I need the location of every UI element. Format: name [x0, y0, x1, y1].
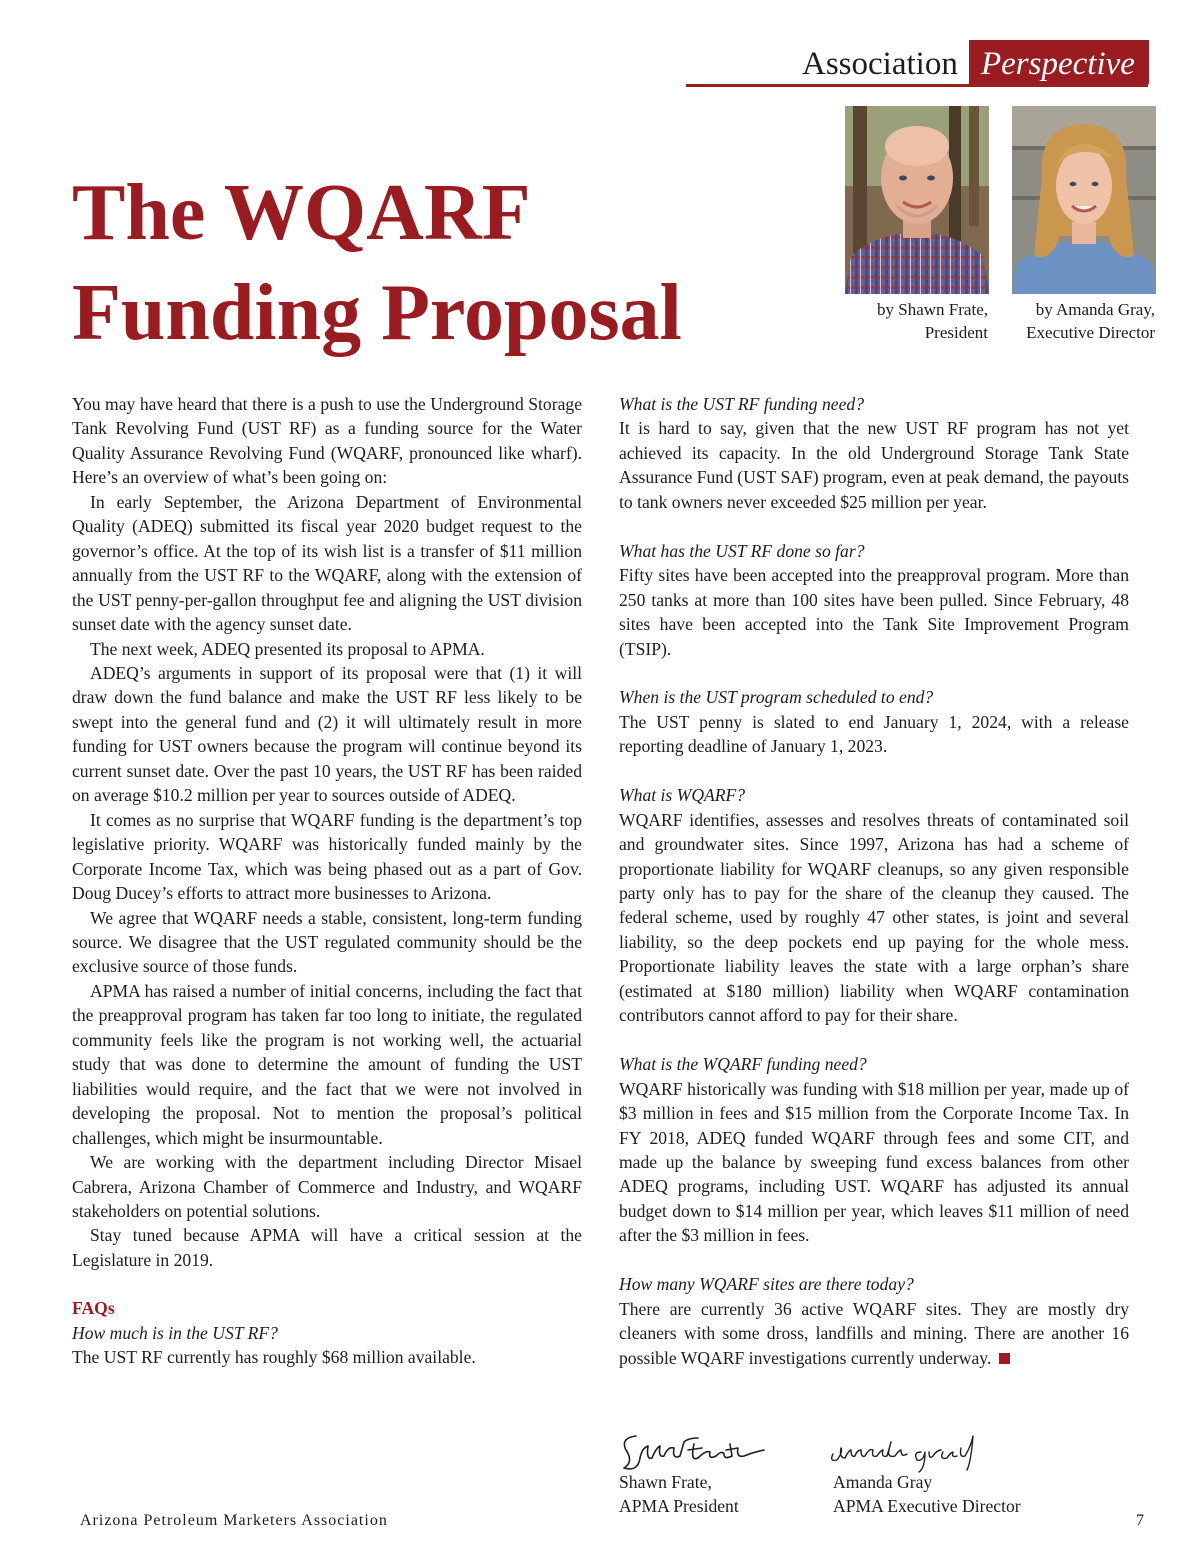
byline-role: Executive Director: [1026, 323, 1155, 342]
faq-question: What is the UST RF funding need?: [619, 394, 864, 414]
faq-question: When is the UST program scheduled to end?: [619, 687, 934, 708]
title-line-2: Funding Proposal: [72, 269, 682, 357]
body-paragraph: We agree that WQARF needs a stable, consistent, long-term funding source. We disagree that the UST regulated community should be the exclusive source of those funds.: [72, 907, 582, 977]
header-rule: [686, 84, 1148, 87]
faq-question: How much is in the UST RF?: [72, 1322, 278, 1343]
faq-answer: The UST RF currently has roughly $68 million available.: [72, 1347, 476, 1368]
shawn-frate-portrait: [845, 106, 989, 294]
body-paragraph: Stay tuned because APMA will have a critical session at the Legislature in 2019.: [72, 1225, 582, 1270]
signature-block-shawn-frate: [619, 1470, 739, 1518]
byline-shawn-frate: [877, 298, 988, 344]
signature-block-amanda-gray: [833, 1470, 1021, 1518]
page-number: 7: [1136, 1512, 1144, 1529]
signer-name: Amanda Gray: [833, 1472, 933, 1492]
article-title: [72, 163, 682, 363]
body-paragraph: We are working with the department including Director Misael Cabrera, Arizona Chamber of Commerce and Industry, and WQARF stakeholders on potential solutions.: [72, 1152, 582, 1221]
faq-question: What is WQARF?: [619, 785, 746, 806]
intro-paragraph: You may have heard that there is a push to use the Underground Storage Tank Revolving Fund (UST RF) as a funding source for the Water Quality Assurance Revolving Fund (WQARF, pronounced like wharf). Here’s an overview of what’s been going on:: [72, 394, 582, 488]
article-column-left: [72, 392, 582, 1370]
end-of-article-square-icon: [999, 1353, 1010, 1364]
faq-answer: WQARF historically was funding with $18 million per year, made up of $3 million in fees and $15 million from the Corporate Income Tax. In FY 2018, ADEQ funded WQARF through fees and some CIT, and made up the balance by sweeping fund excess balances from other ADEQ programs, including UST. WQARF has adjusted its annual budget down to $14 million per year, which leaves $11 million of need after the $3 million in fees.: [619, 1078, 1129, 1246]
byline-role: President: [924, 323, 988, 342]
signer-name: Shawn Frate,: [619, 1472, 712, 1492]
faqs-heading: FAQs: [72, 1298, 115, 1319]
body-paragraph: It comes as no surprise that WQARF funding is the department’s top legislative priority. WQARF was historically funded mainly by the Corporate Income Tax, which was being phased out as a part of Gov. Doug Ducey’s efforts to attract more businesses to Arizona.: [72, 809, 582, 904]
faq-spacer: [619, 759, 1129, 783]
faq-spacer: [619, 1248, 1129, 1272]
footer-organization: Arizona Petroleum Marketers Association: [80, 1512, 388, 1529]
title-line-1: The WQARF: [72, 169, 531, 257]
faq-answer: Fifty sites have been accepted into the preapproval program. More than 250 tanks at more than 100 sites have been pulled. Since February, 48 sites have been accepted into the Tank Site Improvement Program (TSIP).: [619, 565, 1129, 659]
faq-answer: WQARF identifies, assesses and resolves threats of contaminated soil and groundwater sites. Since 1997, Arizona has had a scheme of proportionate liability for WQARF cleanups, so any given responsible party only has to pay for the share of the cleanup they caused. The federal scheme, used by roughly 47 other states, is joint and several liability, so the deep pockets end up paying for the whole mess. Proportionate liability leaves the state with a large orphan’s share (estimated at $180 million) liability when WQARF contamination contributors cannot afford to pay for their share.: [619, 809, 1129, 1026]
byline-name: by Shawn Frate,: [877, 300, 988, 319]
body-paragraph: APMA has raised a number of initial concerns, including the fact that the preapproval program has taken far too long to initiate, the regulated community feels like the program is not working well, the actuarial study that was done to determine the amount of funding the UST liabilities would require, and the fact that we were not involved in developing the proposal. Not to mention the proposal’s political challenges, which might be insurmountable.: [72, 980, 582, 1148]
faq-question: How many WQARF sites are there today?: [619, 1274, 914, 1295]
body-paragraph: In early September, the Arizona Department of Environmental Quality (ADEQ) submitted its fiscal year 2020 budget request to the governor’s office. At the top of its wish list is a transfer of $11 million annually from the UST RF to the WQARF, along with the extension of the UST penny-per-gallon throughput fee and aligning the UST division sunset date with the agency sunset date.: [72, 491, 582, 635]
faq-question: What has the UST RF done so far?: [619, 540, 865, 561]
faq-spacer: [619, 661, 1129, 685]
byline-amanda-gray: [1026, 298, 1155, 344]
faq-answer: The UST penny is slated to end January 1, 2024, with a release reporting deadline of January 1, 2023.: [619, 711, 1129, 757]
signer-title: APMA President: [619, 1496, 739, 1516]
body-paragraph: The next week, ADEQ presented its proposal to APMA.: [90, 638, 485, 659]
faq-answer-text: There are currently 36 active WQARF sites. They are mostly dry cleaners with some dross, landfills and mining. There are another 16 possible WQARF investigations currently underway.: [619, 1298, 1129, 1368]
faq-spacer: [619, 1028, 1129, 1052]
faq-answer-last: [619, 1297, 1129, 1370]
body-paragraph: ADEQ’s arguments in support of its proposal were that (1) it will draw down the fund balance and make the UST RF less likely to be swept into the general fund and (2) it will ultimately result in more funding for UST owners because the program will continue beyond its current sunset date. Over the past 10 years, the UST RF has been raided on average $10.2 million per year to sources outside of ADEQ.: [72, 662, 582, 806]
article-column-right: [619, 392, 1129, 1370]
faq-answer: It is hard to say, given that the new UST RF program has not yet achieved its capacity. In the old Underground Storage Tank State Assurance Fund (UST SAF) program, even at peak demand, the payouts to tank owners never exceeded $25 million per year.: [619, 418, 1129, 512]
section-highlight-label: Perspective: [981, 46, 1135, 82]
signer-title: APMA Executive Director: [833, 1496, 1021, 1516]
byline-name: by Amanda Gray,: [1035, 300, 1155, 319]
amanda-gray-portrait: [1012, 106, 1156, 294]
faq-spacer: [619, 514, 1129, 538]
section-label: Association: [802, 46, 958, 82]
faq-question: What is the WQARF funding need?: [619, 1054, 867, 1075]
